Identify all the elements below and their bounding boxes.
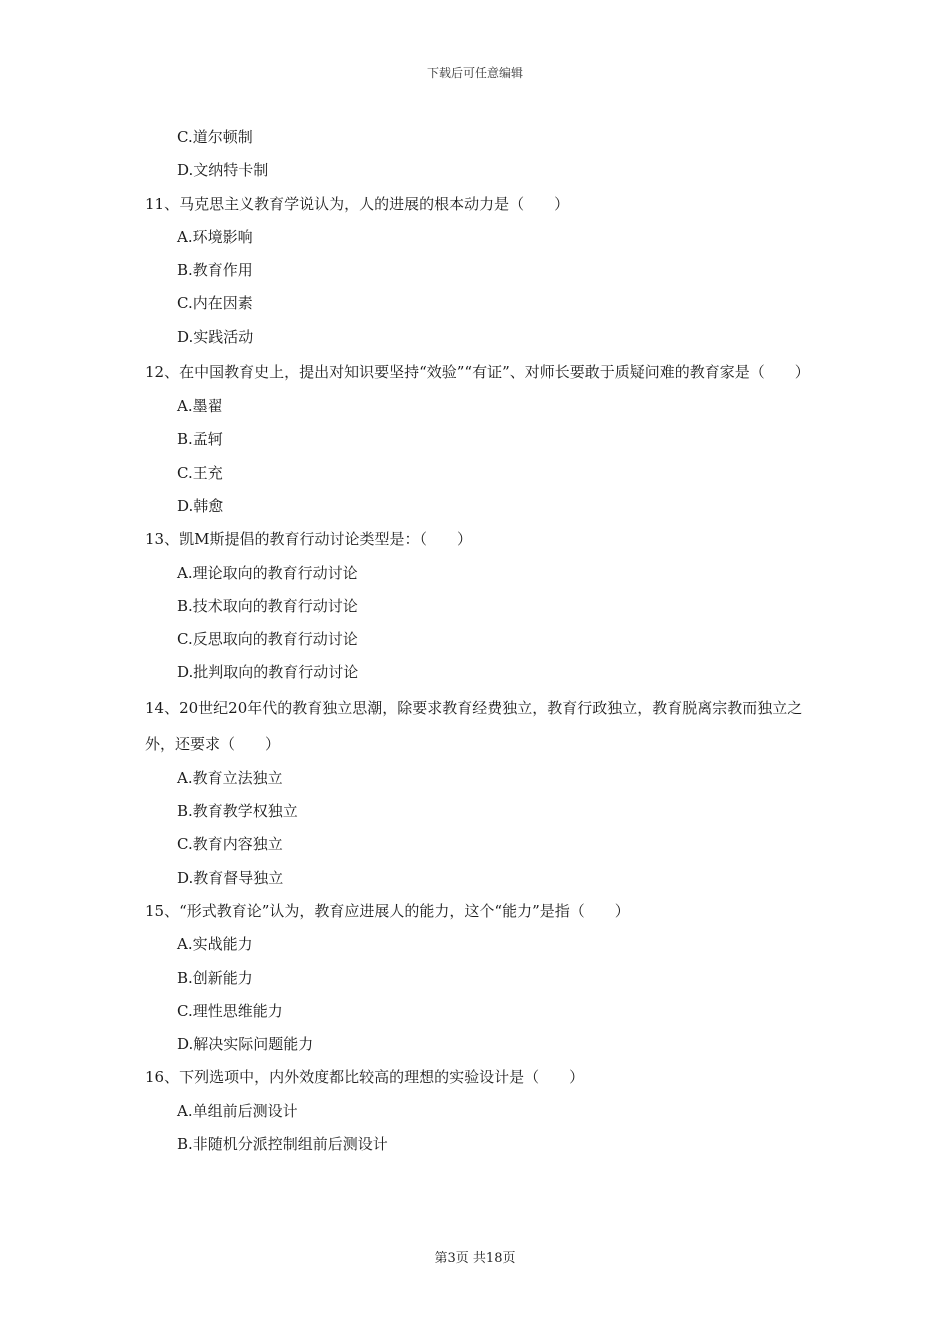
answer-option: A.教育立法独立 — [177, 768, 283, 787]
answer-option: B.创新能力 — [177, 968, 253, 987]
answer-option: C.理性思维能力 — [177, 1001, 283, 1020]
question-text: 11、马克思主义教育学说认为，人的进展的根本动力是（ ） — [145, 194, 570, 213]
question-text: 14、20世纪20年代的教育独立思潮，除要求教育经费独立，教育行政独立，教育脱离宗教而独立之外，还要求（ ） — [145, 698, 803, 753]
answer-option: D.实践活动 — [177, 327, 254, 346]
question-text: 15、“形式教育论”认为，教育应进展人的能力，这个“能力”是指（ ） — [145, 901, 630, 920]
page-header: 下载后可任意编辑 — [426, 66, 523, 80]
question-text: 13、凯М斯提倡的教育行动讨论类型是：（ ） — [145, 530, 472, 549]
answer-option: B.教育教学权独立 — [177, 802, 298, 821]
answer-option: D.批判取向的教育行动讨论 — [177, 663, 359, 682]
answer-option: D.解决实际问题能力 — [177, 1035, 314, 1054]
question-text: 12、在中国教育史上，提出对知识要坚持“效验”“有证”、对师长要敢于质疑问难的教育家是（ ） — [145, 363, 810, 382]
answer-option: A.环境影响 — [177, 227, 253, 246]
answer-option: A.单组前后测设计 — [177, 1101, 298, 1120]
answer-option: B.非随机分派控制组前后测设计 — [177, 1135, 388, 1154]
page-footer: 第3页 共18页 — [434, 1251, 516, 1266]
answer-option: A.理论取向的教育行动讨论 — [177, 563, 358, 582]
answer-option: B.技术取向的教育行动讨论 — [177, 596, 358, 615]
answer-option: B.教育作用 — [177, 261, 253, 280]
answer-option: C.内在因素 — [177, 294, 253, 313]
answer-option: A.实战能力 — [177, 935, 253, 954]
answer-option: C.反思取向的教育行动讨论 — [177, 630, 358, 649]
answer-option: B.孟轲 — [177, 430, 223, 449]
answer-option: C.教育内容独立 — [177, 835, 283, 854]
question-list — [145, 121, 810, 1161]
answer-option: D.教育督导独立 — [177, 868, 284, 887]
answer-option: D.文纳特卡制 — [177, 161, 269, 180]
answer-option: A.墨翟 — [177, 397, 223, 416]
answer-option: C.道尔顿制 — [177, 128, 253, 146]
answer-option: C.王充 — [177, 463, 223, 482]
answer-option: D.韩愈 — [177, 496, 224, 515]
question-text: 16、下列选项中，内外效度都比较高的理想的实验设计是（ ） — [145, 1068, 585, 1087]
